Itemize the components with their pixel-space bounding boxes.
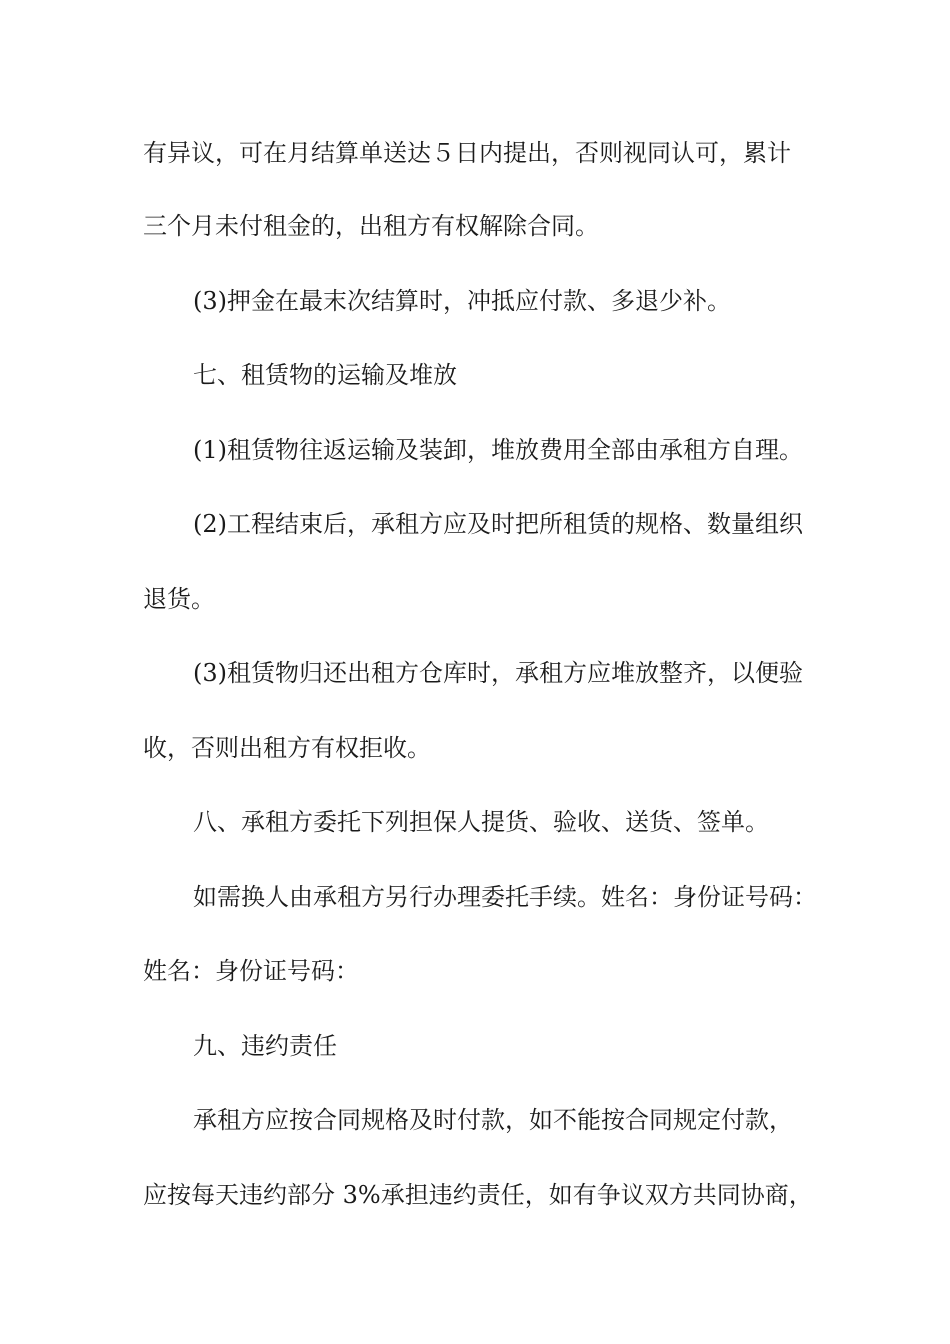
paragraph-line: 三个月未付租金的，出租方有权解除合同。 xyxy=(143,212,599,240)
paragraph-line: (2)工程结束后，承租方应及时把所租赁的规格、数量组织 xyxy=(193,510,803,538)
paragraph-line: 退货。 xyxy=(143,585,215,613)
paragraph-line: (3)押金在最末次结算时，冲抵应付款、多退少补。 xyxy=(193,287,731,315)
paragraph-line: 承租方应按合同规格及时付款，如不能按合同规定付款， xyxy=(193,1106,793,1134)
paragraph-line: 收，否则出租方有权拒收。 xyxy=(143,734,431,762)
paragraph-line: 有异议，可在月结算单送达５日内提出，否则视同认可，累计 xyxy=(143,139,791,167)
paragraph-line: 应按每天违约部分 3%承担违约责任，如有争议双方共同协商， xyxy=(143,1181,813,1209)
paragraph-line: (1)租赁物往返运输及装卸，堆放费用全部由承租方自理。 xyxy=(193,436,803,464)
paragraph-line: 如需换人由承租方另行办理委托手续。姓名：身份证号码： xyxy=(193,883,817,911)
paragraph-line: 姓名：身份证号码： xyxy=(143,957,359,985)
section-heading: 七、租赁物的运输及堆放 xyxy=(193,361,457,389)
section-heading: 八、承租方委托下列担保人提货、验收、送货、签单。 xyxy=(193,808,769,836)
section-heading: 九、违约责任 xyxy=(193,1032,337,1060)
paragraph-line: (3)租赁物归还出租方仓库时，承租方应堆放整齐，以便验 xyxy=(193,659,803,687)
